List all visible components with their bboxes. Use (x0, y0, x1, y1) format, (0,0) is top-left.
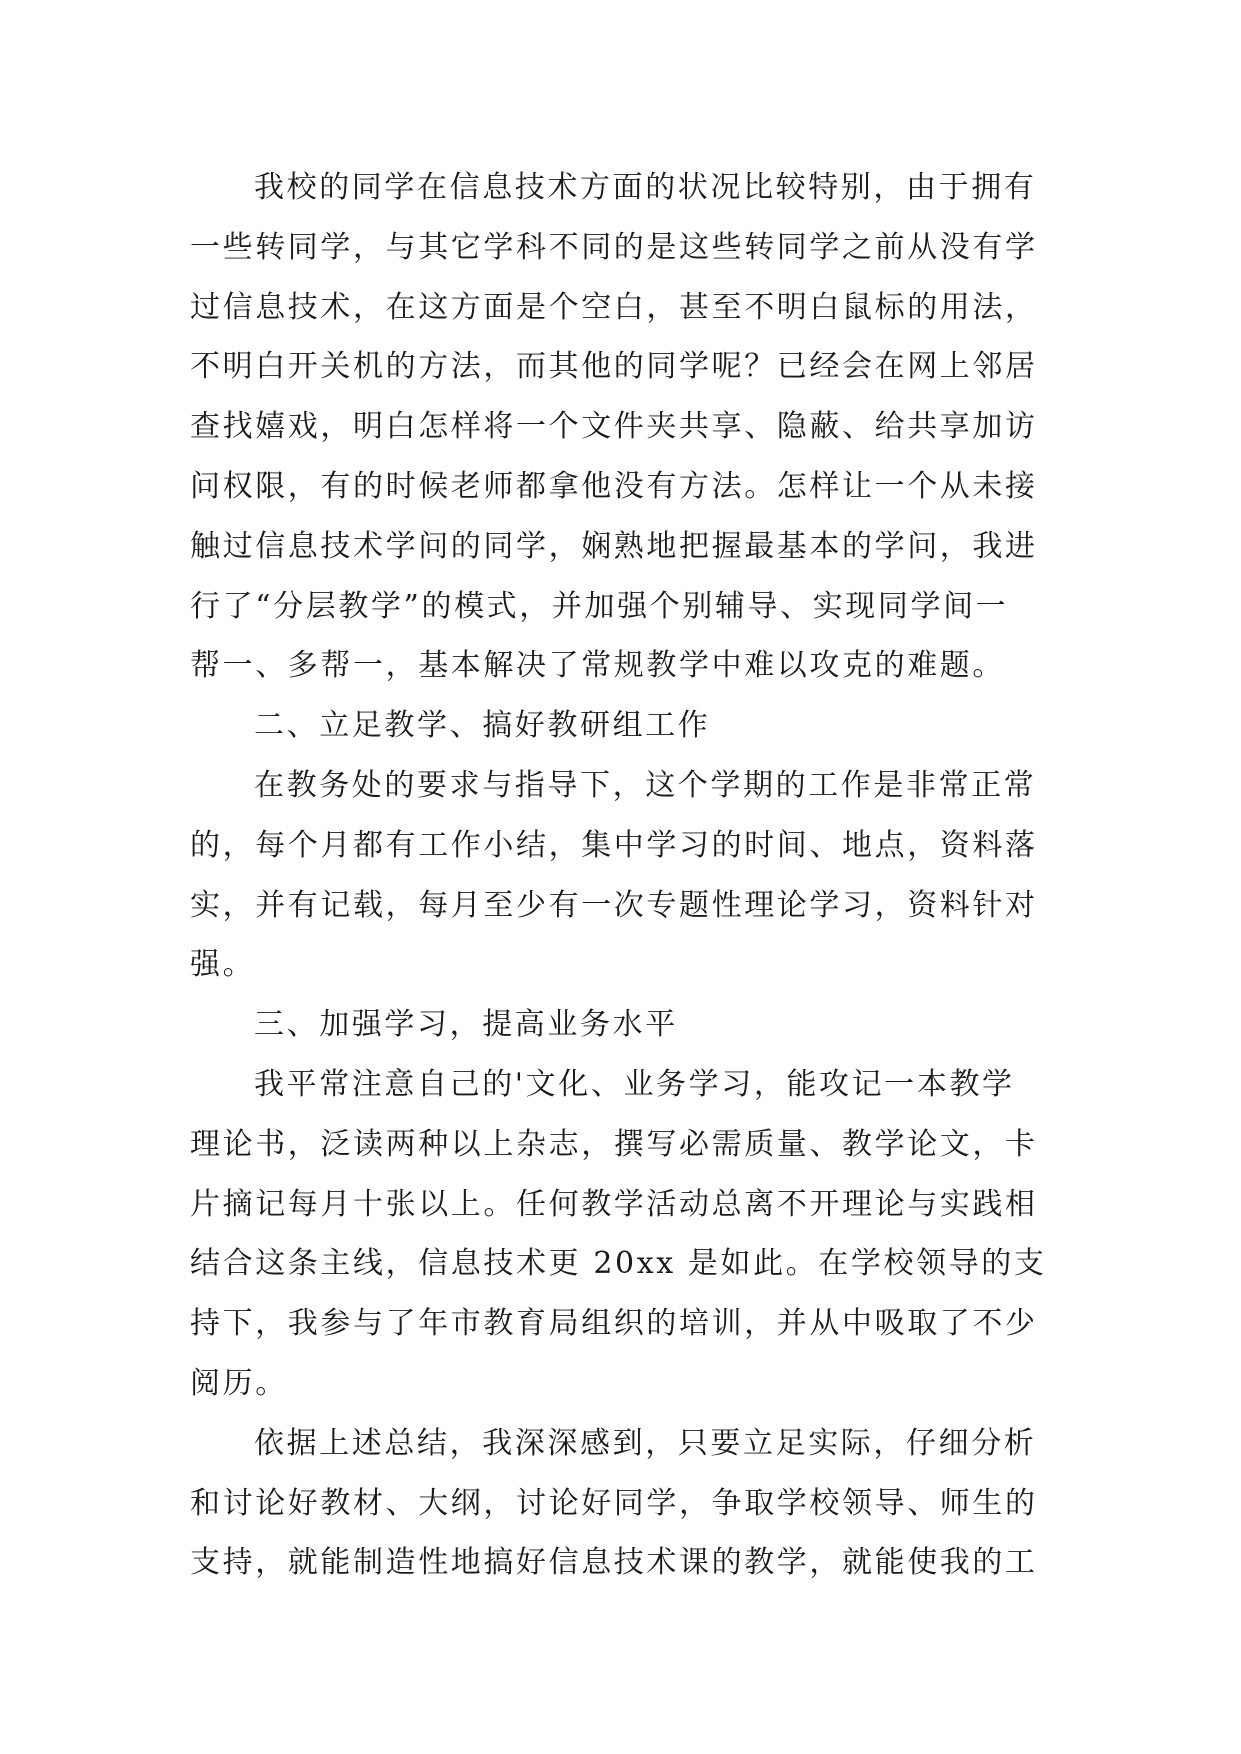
paragraph-line: 在教务处的要求与指导下，这个学期的工作是非常正常 (254, 767, 1037, 803)
paragraph-line: 不明白开关机的方法，而其他的同学呢？已经会在网上邻居 (190, 349, 1038, 385)
paragraph-line: 过信息技术，在这方面是个空白，甚至不明白鼠标的用法， (190, 289, 1038, 325)
paragraph-line: 问权限，有的时候老师都拿他没有方法。怎样让一个从未接 (190, 468, 1038, 504)
paragraph-line: 行了“分层教学”的模式，并加强个别辅导、实现同学间一 (190, 588, 1009, 624)
paragraph-line: 实，并有记载，每月至少有一次专题性理论学习，资料针对 (190, 887, 1038, 923)
paragraph-line: 一些转同学，与其它学科不同的是这些转同学之前从没有学 (190, 229, 1038, 265)
section-heading: 二、立足教学、搞好教研组工作 (254, 708, 711, 744)
section-heading: 三、加强学习，提高业务水平 (254, 1007, 678, 1043)
paragraph-line: 我平常注意自己的'文化、业务学习，能攻记一本教学 (254, 1066, 1015, 1102)
paragraph-line: 结合这条主线，信息技术更 20xx 是如此。在学校领导的支 (190, 1246, 1047, 1282)
paragraph-line: 持下，我参与了年市教育局组织的培训，并从中吸取了不少 (190, 1306, 1038, 1342)
paragraph-line: 片摘记每月十张以上。任何教学活动总离不开理论与实践相 (190, 1186, 1038, 1222)
paragraph-line: 触过信息技术学问的同学，娴熟地把握最基本的学问，我进 (190, 528, 1038, 564)
paragraph-line: 我校的同学在信息技术方面的状况比较特别，由于拥有 (254, 170, 1037, 205)
paragraph-line: 的，每个月都有工作小结，集中学习的时间、地点，资料落 (190, 827, 1038, 863)
paragraph-line: 强。 (190, 947, 256, 983)
paragraph-line: 依据上述总结，我深深感到，只要立足实际，仔细分析 (254, 1425, 1037, 1461)
paragraph-line: 帮一、多帮一，基本解决了常规教学中难以攻克的难题。 (190, 648, 1005, 684)
paragraph-line: 理论书，泛读两种以上杂志，撰写必需质量、教学论文，卡 (190, 1126, 1038, 1162)
paragraph-line: 和讨论好教材、大纲，讨论好同学，争取学校领导、师生的 (190, 1485, 1038, 1521)
paragraph-line: 阅历。 (190, 1365, 288, 1401)
paragraph-line: 查找嬉戏，明白怎样将一个文件夹共享、隐蔽、给共享加访 (190, 409, 1038, 445)
paragraph-line: 支持，就能制造性地搞好信息技术课的教学，就能使我的工 (190, 1545, 1038, 1581)
document-body (190, 158, 1060, 1593)
